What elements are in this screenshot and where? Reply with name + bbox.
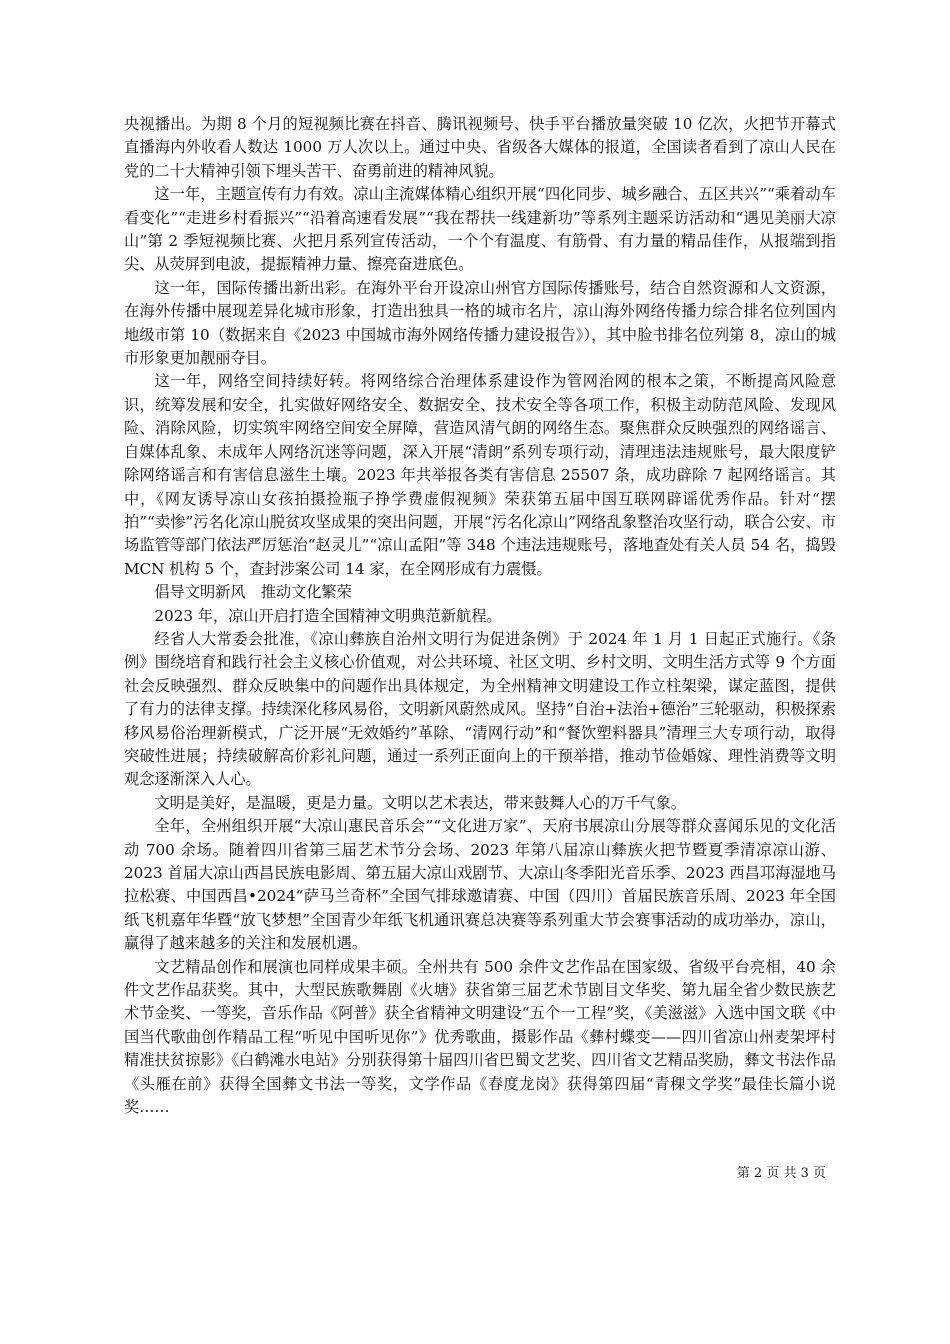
paragraph: 全年，全州组织开展“大凉山惠民音乐会”“文化进万家”、天府书展凉山分展等群众喜闻乐见的文化活动 700 余场。随着四川省第三届艺术节分会场、2023 年第八届凉山彝族火把节暨夏季清凉凉山游、2023 首届大凉山西昌民族电影周、第五届大凉山戏剧节、大凉山冬季阳光音乐季、2023 西昌邛海湿地马拉松赛、中国西昌•2024“萨马兰奇杯”全国气排球邀请赛、中国（四川）首届民族音乐周、2023 年全国纸飞机嘉年华暨“放飞梦想”全国青少年纸飞机通讯赛总决赛等系列重大节会赛事活动的成功举办，凉山，赢得了越来越多的关注和发展机遇。 <box>124 817 836 953</box>
paragraph: 经省人大常委会批准，《凉山彝族自治州文明行为促进条例》于 2024 年 1 月 1 日起正式施行。《条例》围绕培育和践行社会主义核心价值观，对公共环境、社区文明、乡村文明、文明生活方式等 9 个方面社会反映强烈、群众反映集中的问题作出具体规定，为全州精神文明建设工作立柱架梁，谋定蓝图，提供了有力的法律支撑。持续深化移风易俗，文明新风蔚然成风。坚持“自治+法治+德治”三轮驱动，积极探索移风易俗治理新模式，广泛开展“无效婚约”革除、“清网行动”和“餐饮塑料器具”清理三大专项行动，取得突破性进展；持续破解高价彩礼问题，通过一系列正面向上的干预举措，推动节俭婚嫁、理性消费等文明观念逐渐深入人心。 <box>124 629 836 789</box>
paragraph: 倡导文明新风 推动文化繁荣 <box>154 583 352 602</box>
page-number: 第 2 页 共 3 页 <box>736 1166 826 1181</box>
paragraph: 这一年，国际传播出新出彩。在海外平台开设凉山州官方国际传播账号，结合自然资源和人文资源，在海外传播中展现差异化城市形象，打造出独具一格的城市名片，凉山海外网络传播力综合排名位列国内地级市第 10（数据来自《2023 中国城市海外网络传播力建设报告》），其中脸书排名位列第 8，凉山的城市形象更加靓丽夺目。 <box>124 278 836 368</box>
document-body <box>124 113 836 1119</box>
paragraph: 这一年，主题宣传有力有效。凉山主流媒体精心组织开展“四化同步、城乡融合、五区共兴”“乘着动车看变化”“走进乡村看振兴”“沿着高速看发展”“我在帮扶一线建新功”等系列主题采访活动和“遇见美丽大凉山”第 2 季短视频比赛、火把月系列宣传活动，一个个有温度、有筋骨、有力量的精品佳作，从报端到指尖、从荧屏到电波，提振精神力量、擦亮奋进底色。 <box>124 185 836 274</box>
paragraph: 央视播出。为期 8 个月的短视频比赛在抖音、腾讯视频号、快手平台播放量突破 10 亿次，火把节开幕式直播海内外收看人数达 1000 万人次以上。通过中央、省级各大媒体的报道，全国读者看到了凉山人民在党的二十大精神引领下埋头苦干、奋勇前进的精神风貌。 <box>124 115 836 180</box>
paragraph: 文艺精品创作和展演也同样成果丰硕。全州共有 500 余件文艺作品在国家级、省级平台亮相，40 余件文艺作品获奖。其中，大型民族歌舞剧《火塘》获省第三届艺术节剧目文华奖、第九届全省少数民族艺术节金奖、一等奖，音乐作品《阿普》获全省精神文明建设“五个一工程”奖，《美滋滋》入选中国文联《中国当代歌曲创作精品工程“听见中国听见你”》优秀歌曲，摄影作品《彝村蝶变——四川省凉山州麦架坪村精准扶贫掠影》《白鹤滩水电站》分别获得第十届四川省巴蜀文艺奖、四川省文艺精品奖励，彝文书法作品《头雁在前》获得全国彝文书法一等奖，文学作品《春度龙岗》获得第四届“青稞文学奖”最佳长篇小说奖…… <box>124 957 836 1117</box>
paragraph: 这一年，网络空间持续好转。将网络综合治理体系建设作为管网治网的根本之策，不断提高风险意识，统筹发展和安全，扎实做好网络安全、数据安全、技术安全等各项工作，积极主动防范风险、发现风险、消除风险，切实筑牢网络空间安全屏障，营造风清气朗的网络生态。聚焦群众反映强烈的网络谣言、自媒体乱象、未成年人网络沉迷等问题，深入开展“清朗”系列专项行动，清理违法违规账号，最大限度铲除网络谣言和有害信息滋生土壤。2023 年共举报各类有害信息 25507 条，成功辟除 7 起网络谣言。其中，《网友诱导凉山女孩拍摄捡瓶子挣学费虚假视频》荣获第五届中国互联网辟谣优秀作品。针对“摆拍”“卖惨”污名化凉山脱贫攻坚成果的突出问题，开展“污名化凉山”网络乱象整治攻坚行动，联合公安、市场监管等部门依法严厉惩治“赵灵儿”“凉山孟阳”等 348 个违法违规账号，落地查处有关人员 54 名，捣毁 MCN 机构 5 个，查封涉案公司 14 家，在全网形成有力震慑。 <box>124 372 836 578</box>
paragraph: 2023 年，凉山开启打造全国精神文明典范新航程。 <box>154 606 502 625</box>
paragraph: 文明是美好，是温暖，更是力量。文明以艺术表达，带来鼓舞人心的万千气象。 <box>154 793 686 812</box>
